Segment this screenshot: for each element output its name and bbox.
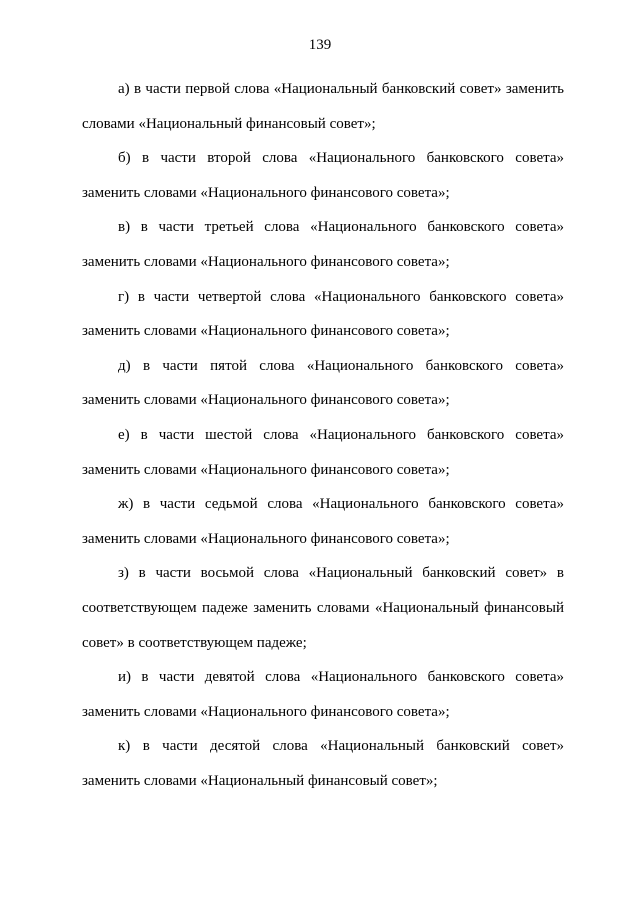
paragraph-zh: ж) в части седьмой слова «Национального банковского совета» заменить словами «Национального финансового совета»; <box>82 496 564 547</box>
paragraph-e: е) в части шестой слова «Национального банковского совета» заменить словами «Национального финансового совета»; <box>82 426 564 478</box>
paragraph-d: д) в части пятой слова «Национального банковского совета» заменить словами «Национального финансового совета»; <box>82 357 564 409</box>
paragraph-g: г) в части четвертой слова «Национального банковского совета» заменить словами «Национального финансового совета»; <box>82 288 564 340</box>
paragraph-k: к) в части десятой слова «Национальный банковский совет» заменить словами «Национальный финансовый совет»; <box>82 738 564 789</box>
paragraph-b: б) в части второй слова «Национального банковского совета» заменить словами «Национального финансового совета»; <box>82 150 564 201</box>
paragraph-v: в) в части третьей слова «Национального банковского совета» заменить словами «Национального финансового совета»; <box>82 219 564 270</box>
page-number: 139 <box>308 37 332 53</box>
paragraph-a: а) в части первой слова «Национальный банковский совет» заменить словами «Национальный финансовый совет»; <box>82 81 564 132</box>
document-body <box>82 72 564 798</box>
paragraph-i: и) в части девятой слова «Национального банковского совета» заменить словами «Национального финансового совета»; <box>82 669 564 720</box>
paragraph-z: з) в части восьмой слова «Национальный банковский совет» в соответствующем падеже заменить словами «Национальный финансовый совет» в соответствующем падеже; <box>82 565 564 651</box>
